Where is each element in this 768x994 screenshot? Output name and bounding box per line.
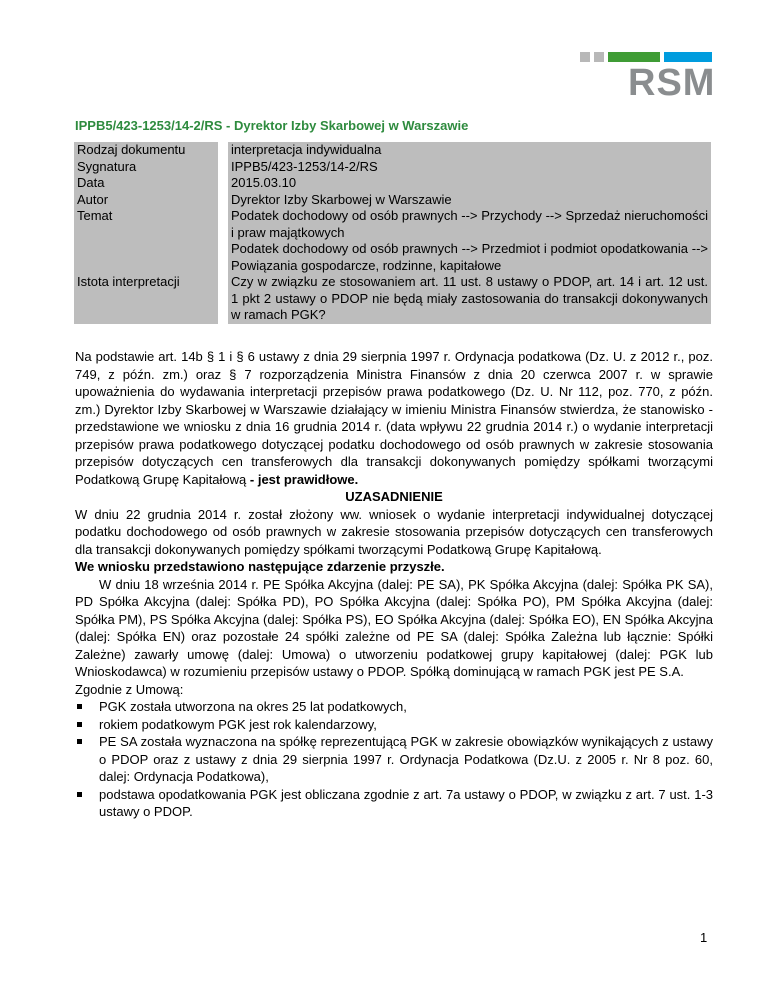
meta-key: Data <box>74 175 228 192</box>
meta-value: 2015.03.10 <box>228 175 711 192</box>
intro-verdict: - jest prawidłowe. <box>246 471 359 487</box>
logo-bar-blue <box>664 52 712 62</box>
meta-value: Czy w związku ze stosowaniem art. 11 ust. 8 ustawy o PDOP, art. 14 i art. 12 ust. 1 pkt 2 ustawy o PDOP nie będą miały zastosowania do transakcji dokonywanych w ramach PGK? <box>228 274 711 324</box>
table-row <box>74 142 711 159</box>
meta-key: Istota interpretacji <box>74 274 228 324</box>
meta-key: Sygnatura <box>74 159 228 176</box>
paragraph-3: Zgodnie z Umową: <box>75 681 184 697</box>
table-row <box>74 274 711 324</box>
meta-key: Temat <box>74 208 228 241</box>
table-row <box>74 208 711 241</box>
list-item: PGK została utworzona na okres 25 lat podatkowych, <box>75 698 713 716</box>
bullet-list <box>75 698 713 821</box>
table-row <box>74 192 711 209</box>
list-item: PE SA została wyznaczona na spółkę reprezentującą PGK w zakresie obowiązków wynikających z ustawy o PDOP oraz z ustawy z dnia 29 sierpnia 1997 r. Ordynacja Podatkowa (Dz.U. z 2005 r. Nr 8 poz. 60, dalej: Ordynacja Podatkowa), <box>75 733 713 786</box>
logo-text: RSM <box>628 62 716 104</box>
paragraph-2: W dniu 18 września 2014 r. PE Spółka Akcyjna (dalej: PE SA), PK Spółka Akcyjna (dalej: Spółka PK SA), PD Spółka Akcyjna (dalej: Spółka PD), PO Spółka Akcyjna (dalej: Spółka PO), PM Spółka Akcyjna (dalej: Spółka PM), PS Spółka Akcyjna (dalej: Spółka PS), EO Spółka Akcyjna (dalej: Spółka EO), EN Spółka Akcyjna (dalej: Spółka EN) oraz pozostałe 24 spółki zależne od PE SA (dalej: Spółka Zależna lub łącznie: Spółki Zależne) zawarły umowę (dalej: Umowa) o utworzeniu podatkowej grupy kapitałowej (dalej: PGK lub Wnioskodawca) w rozumieniu przepisów ustawy o PDOP. Spółką dominującą w ramach PGK jest PE S.A. <box>75 576 713 679</box>
rsm-logo <box>580 52 716 104</box>
meta-value: interpretacja indywidualna <box>228 142 711 159</box>
section-heading: UZASADNIENIE <box>345 489 443 504</box>
paragraph-1: W dniu 22 grudnia 2014 r. został złożony ww. wniosek o wydanie interpretacji indywidualnej dotyczącej podatku dochodowego od osób prawnych w zakresie stosowania przepisów dotyczących cen transferowych dla transakcji dokonywanych pomiędzy spółkami tworzącymi Podatkową Grupę Kapitałową. <box>75 506 713 557</box>
logo-square-2 <box>594 52 604 62</box>
intro-paragraph <box>75 348 713 488</box>
meta-value: Dyrektor Izby Skarbowej w Warszawie <box>228 192 711 209</box>
subheading: We wniosku przedstawiono następujące zdarzenie przyszłe. <box>75 559 445 574</box>
logo-bar-green <box>608 52 660 62</box>
table-row <box>74 159 711 176</box>
meta-key: Rodzaj dokumentu <box>74 142 228 159</box>
logo-square-1 <box>580 52 590 62</box>
page-number: 1 <box>700 930 708 945</box>
meta-key <box>74 241 228 274</box>
intro-text: Na podstawie art. 14b § 1 i § 6 ustawy z dnia 29 sierpnia 1997 r. Ordynacja podatkowa (Dz. U. z 2012 r., poz. 749, z późn. zm.) oraz § 7 rozporządzenia Ministra Finansów z dnia 20 czerwca 2007 r. w sprawie upoważnienia do wydawania interpretacji przepisów prawa podatkowego (Dz. U. Nr 112, poz. 770, z późn. zm.) Dyrektor Izby Skarbowej w Warszawie działający w imieniu Ministra Finansów stwierdza, że stanowisko - przedstawione we wniosku z dnia 16 grudnia 2014 r. (data wpływu 22 grudnia 2014 r.) o wydanie interpretacji przepisów prawa podatkowego dotyczącej podatku dochodowego od osób prawnych w zakresie stosowania przepisów dotyczących cen transferowych dla transakcji dokonywanych pomiędzy spółkami tworzącymi Podatkową Grupę Kapitałową <box>75 349 713 487</box>
meta-value: IPPB5/423-1253/14-2/RS <box>228 159 711 176</box>
metadata-table <box>74 142 711 324</box>
meta-value: Podatek dochodowy od osób prawnych --> Przychody --> Sprzedaż nieruchomości i praw majątkowych <box>228 208 711 241</box>
meta-value: Podatek dochodowy od osób prawnych --> Przedmiot i podmiot opodatkowania --> Powiązania gospodarcze, rodzinne, kapitałowe <box>228 241 711 274</box>
table-row <box>74 241 711 274</box>
table-row <box>74 175 711 192</box>
list-item: podstawa opodatkowania PGK jest obliczana zgodnie z art. 7a ustawy o PDOP, w związku z art. 7 ust. 1-3 ustawy o PDOP. <box>75 786 713 821</box>
meta-key: Autor <box>74 192 228 209</box>
document-body <box>75 348 713 821</box>
document-title: IPPB5/423-1253/14-2/RS - Dyrektor Izby Skarbowej w Warszawie <box>75 118 469 133</box>
list-item: rokiem podatkowym PGK jest rok kalendarzowy, <box>75 716 713 734</box>
